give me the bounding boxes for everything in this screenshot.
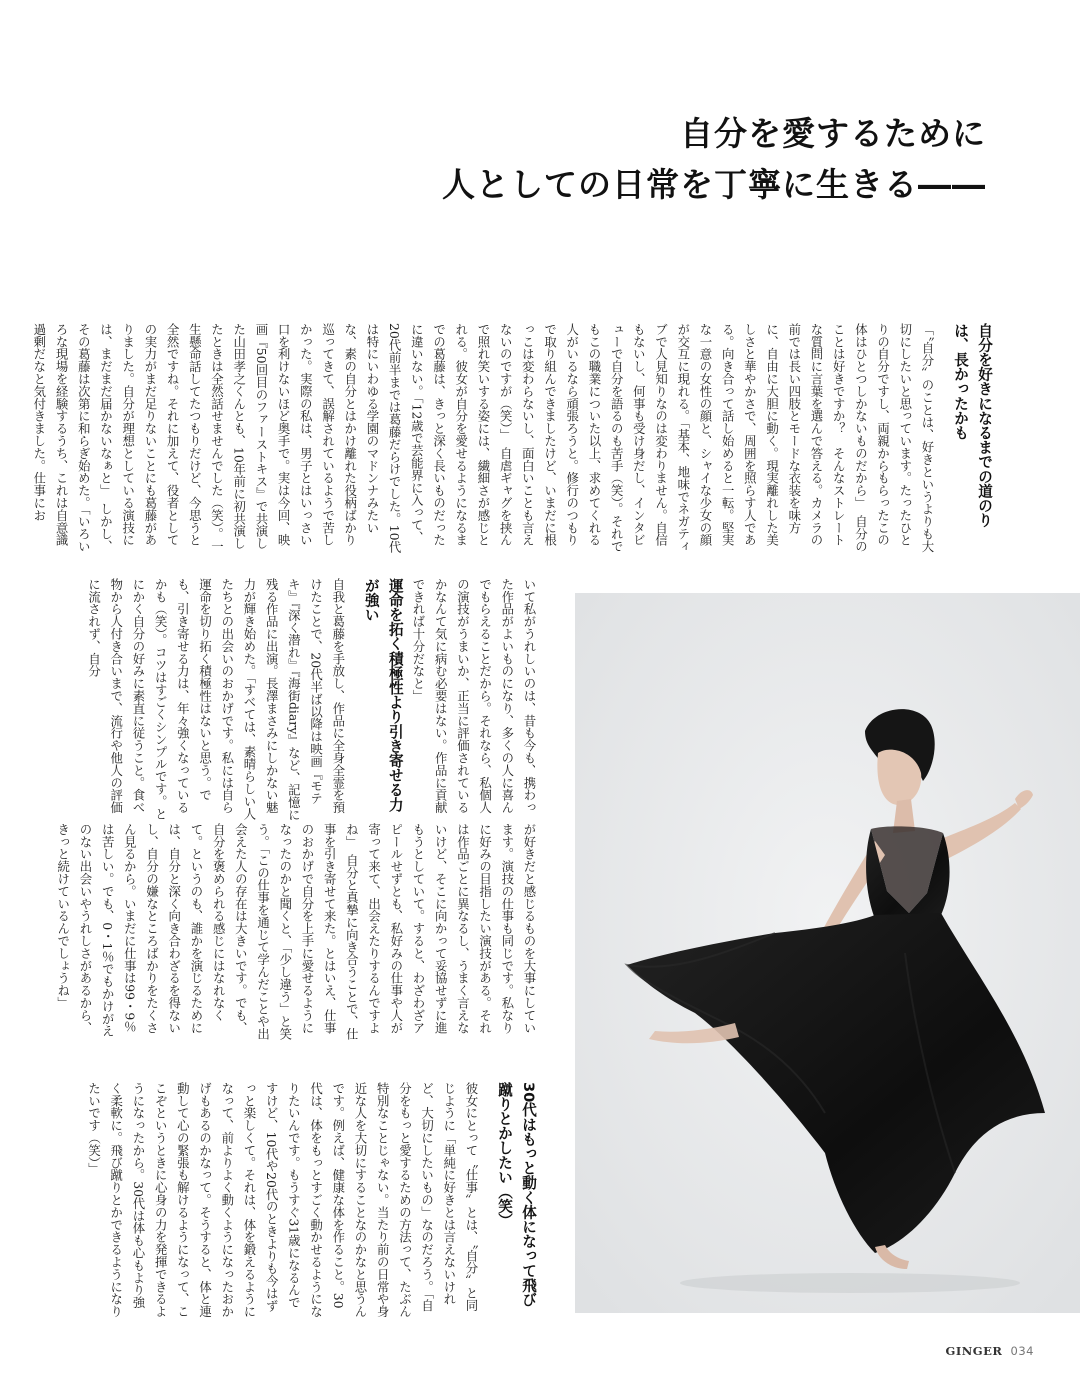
article-text-4: 彼女にとって〝仕事〟とは、〝自分〟と同じように「単純に好きとは言えないけれど、大切にしたいもの」なのだろう。「自分をもっと愛するための方法って、たぶん特別なことじゃない。当たり前の日常や身近な人を大切にすることなのかなと思うんです。例えば、健康な体を作ること。30代は、体をもっとすごく動かせるようになりたいんです。もうすぐ31歳になるんですけど、10代や20代のときよりも今はずっと楽しくて。それは、体を鍛えるようになって、前よりよく動くようになったおかげもあるのかなって。そうすると、体と連動して心の緊張も解けるようになって、ここぞというときに心身の力を発揮できるようになったから。30代は体も心もより強く柔軟に。飛び蹴りとかできるようになりたいです（笑）」 bbox=[86, 1082, 479, 1318]
section-heading-1: 自分を好きになるまでの道のりは、長かったかも bbox=[952, 323, 993, 528]
article-text-3: が好きだと感じるものを大事にしています。演技の仕事も同じです。私なりに好みの目指したい演技がある。それは作品ごとに異なるし、うまく言えないけど、そこに向かって妥協せずに進もうとしていて。すると、わざわざアピールせずとも、私好みの仕事や人が寄って来て、出会えたりするんですよね」 自分と真摯に向き合うことで、仕事を引き寄せて来た。とはいえ、仕事のおかげで自分を上手に愛せるようになったのかと聞くと、「少し違う」と笑う。「この仕事を通じて学んだことや出会えた人の存在は大きいです。でも、自分を褒められる感じにはなれなくて。というのも、誰かを演じるためには、自分と深く向き合わざるを得ないし、自分の嫌なところばかりをたくさん見るから。いまだに仕事は99・9％は苦しい。でも、0・1％でもかけがえのない出会いやうれしさがあるから、きっと続けているんでしょうね」 bbox=[55, 823, 537, 1040]
headline-line-2: 人としての日常を丁寧に生きる―― bbox=[442, 165, 986, 204]
page-footer bbox=[946, 1344, 1034, 1358]
section-heading-3: 30代はもっと動く体になって飛び蹴りとかしたい（笑） bbox=[496, 1082, 537, 1307]
article-column-3 bbox=[55, 823, 540, 1043]
section-heading-2: 運命を拓く積極性より引き寄せる力が強い bbox=[362, 578, 404, 812]
headline bbox=[442, 108, 986, 210]
headline-line-1: 自分を愛するために bbox=[680, 114, 986, 153]
article-text-2b: 自我と葛藤を手放し、作品に全身全霊を預けたことで、20代半ば以降は映画『モテキ』『深く潜れ』『海街diary』など、記憶に残る作品に出演。長澤まさみにしかない魅力が輝き始めた。「すべては、素晴らしい人たちとの出会いのおかげです。私には自ら運命を切り拓く積極性はないと思う。でも、引き寄せる力は、年々強くなっているかも（笑）。コツはすごくシンプルです。とにかく自分の好みに素直に従うこと。食べ物から人付き合いまで、流行や他人の評価に流されず、自分 bbox=[86, 578, 346, 822]
article-text-1: 「〝自分〟のことは、好きというよりも大切にしたいと思っています。たったひとりの自分ですし、両親からもらったこの体はひとつしかないものだから」 自分のことは好きですか？ そんなストレートな質問に言葉を選んで答える。カメラの前では長い四肢とモードな衣装を味方に、自由に大胆に動く。現実離れした美しさと華やかさで、周囲を照らす人である。向き合って話し始めると一転。堅実な一意の女性の顔と、シャイな少女の顔が交互に現れる。「基本、地味でネガティブで人見知りなのは変わりません。自信もないし、何事も受け身だし、インタビューで自分を語るのも苦手（笑）。それでもこの職業についた以上、求めてくれる人がいるなら頑張ろうと。修行のつもりで取り組んできましたけど、いまだに根っこは変わらないし、面白いことも言えないのですが（笑）」 自虐ギャグを挟んで照れ笑いする姿には、繊細さが感じとれる。彼女が自分を愛せるようになるまでの葛藤は、きっと深く長いものだったに違いない。「12歳で芸能界に入って、20代前半までは葛藤だらけでした。10代は特にいわゆる学園のマドンナみたいな、素の自分とはかけ離れた役柄ばかり巡ってきて、誤解されているようで苦しかった。実際の私は、男子とはいっさい口を利けないほど奥手で。実は今回、映画『50回目のファーストキス』で共演した山田孝之くんとも、10年前に初共演したときは全然話せませんでした（笑）。一生懸命話してたつもりだけど、今思うと全然ですね。それに加えて、役者としての実力がまだ足りないことにも葛藤がありました。自分が理想としている演技には、まだまだ届かないなぁと」 しかし、その葛藤は次第に和らぎ始めた。「いろいろな現場を経験するうち、これは自意識過剰だなと気付きました。仕事にお bbox=[31, 323, 935, 553]
page-number: 034 bbox=[1010, 1344, 1034, 1358]
article-column-4 bbox=[86, 1082, 540, 1320]
portrait-photo bbox=[575, 593, 1080, 1313]
woman-in-black-gown-illustration bbox=[575, 593, 1080, 1313]
floor-shadow bbox=[680, 1273, 1020, 1293]
magazine-name: GINGER bbox=[945, 1344, 1003, 1358]
article-text-2: いて私がうれしいのは、昔も今も、携わった作品がよいものになり、多くの人に喜んでもらえることだから。それなら、私個人の演技がうまいか、正当に評価されているかなんて気に病む必要はない。作品に貢献できれば十分だなと」 bbox=[410, 578, 537, 814]
article-column-2 bbox=[86, 578, 540, 823]
article-column-1 bbox=[31, 323, 996, 553]
